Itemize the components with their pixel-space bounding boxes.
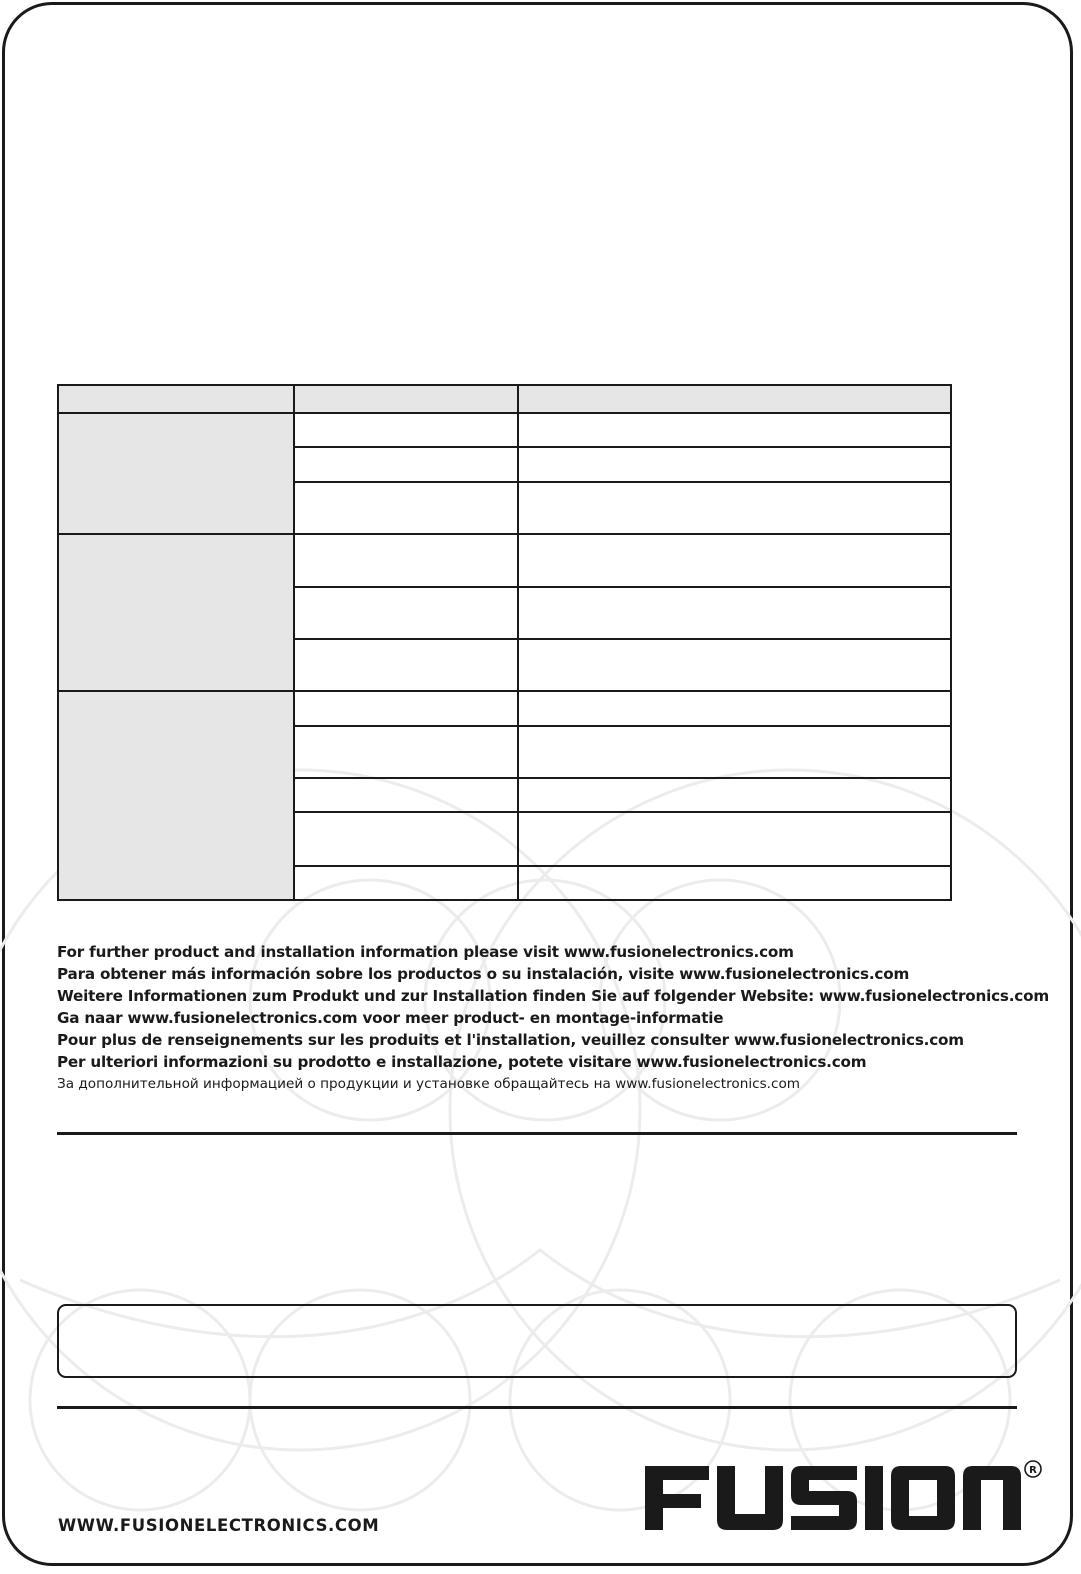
table-cell	[294, 587, 518, 639]
table-row	[58, 534, 951, 586]
table-cell	[294, 866, 518, 900]
info-line-dutch: Ga naar www.fusionelectronics.com voor meer product- en montage-informatie	[57, 1009, 724, 1027]
notice-box	[57, 1304, 1017, 1378]
info-line-german: Weitere Informationen zum Produkt und zur Installation finden Sie auf folgender Website: www.fusionelectronics.com	[57, 987, 1049, 1005]
table-cell	[518, 447, 951, 481]
specification-table	[57, 384, 952, 901]
info-line-english: For further product and installation information please visit www.fusionelectronics.com	[57, 943, 794, 961]
svg-text:R: R	[1029, 1465, 1037, 1476]
table-cell	[518, 812, 951, 865]
table-cell	[294, 812, 518, 865]
table-cell	[294, 447, 518, 481]
table-cell	[294, 413, 518, 447]
fusion-logo	[643, 1458, 1043, 1538]
table-cell	[518, 639, 951, 691]
table-header-cell	[294, 385, 518, 413]
table-cell	[518, 482, 951, 534]
table-row	[58, 691, 951, 725]
info-line-spanish: Para obtener más información sobre los productos o su instalación, visite www.fusionelectronics.com	[57, 965, 910, 983]
footer-website[interactable]: WWW.FUSIONELECTRONICS.COM	[58, 1516, 380, 1535]
table-header-cell	[518, 385, 951, 413]
table-cell	[294, 482, 518, 534]
table-group-cell	[58, 534, 294, 691]
table-cell	[518, 587, 951, 639]
table-row	[58, 413, 951, 447]
table-cell	[518, 866, 951, 900]
divider-lower	[57, 1406, 1017, 1409]
divider-upper	[57, 1132, 1017, 1135]
info-line-russian: За дополнительной информацией о продукции и установке обращайтесь на www.fusionelectronics.com	[57, 1076, 801, 1092]
table-cell	[518, 726, 951, 778]
table-cell	[294, 639, 518, 691]
table-cell	[518, 778, 951, 812]
further-information-block	[57, 941, 1049, 1095]
table-cell	[518, 413, 951, 447]
table-cell	[294, 691, 518, 725]
info-line-french: Pour plus de renseignements sur les produits et l'installation, veuillez consulter www.fusionelectronics.com	[57, 1031, 964, 1049]
table-cell	[294, 534, 518, 586]
table-header-row	[58, 385, 951, 413]
table-group-cell	[58, 413, 294, 534]
info-line-italian: Per ulteriori informazioni su prodotto e installazione, potete visitare www.fusionelectronics.com	[57, 1053, 867, 1071]
table-cell	[294, 726, 518, 778]
table-group-cell	[58, 691, 294, 900]
table-cell	[294, 778, 518, 812]
table-header-cell	[58, 385, 294, 413]
table-cell	[518, 534, 951, 586]
table-cell	[518, 691, 951, 725]
